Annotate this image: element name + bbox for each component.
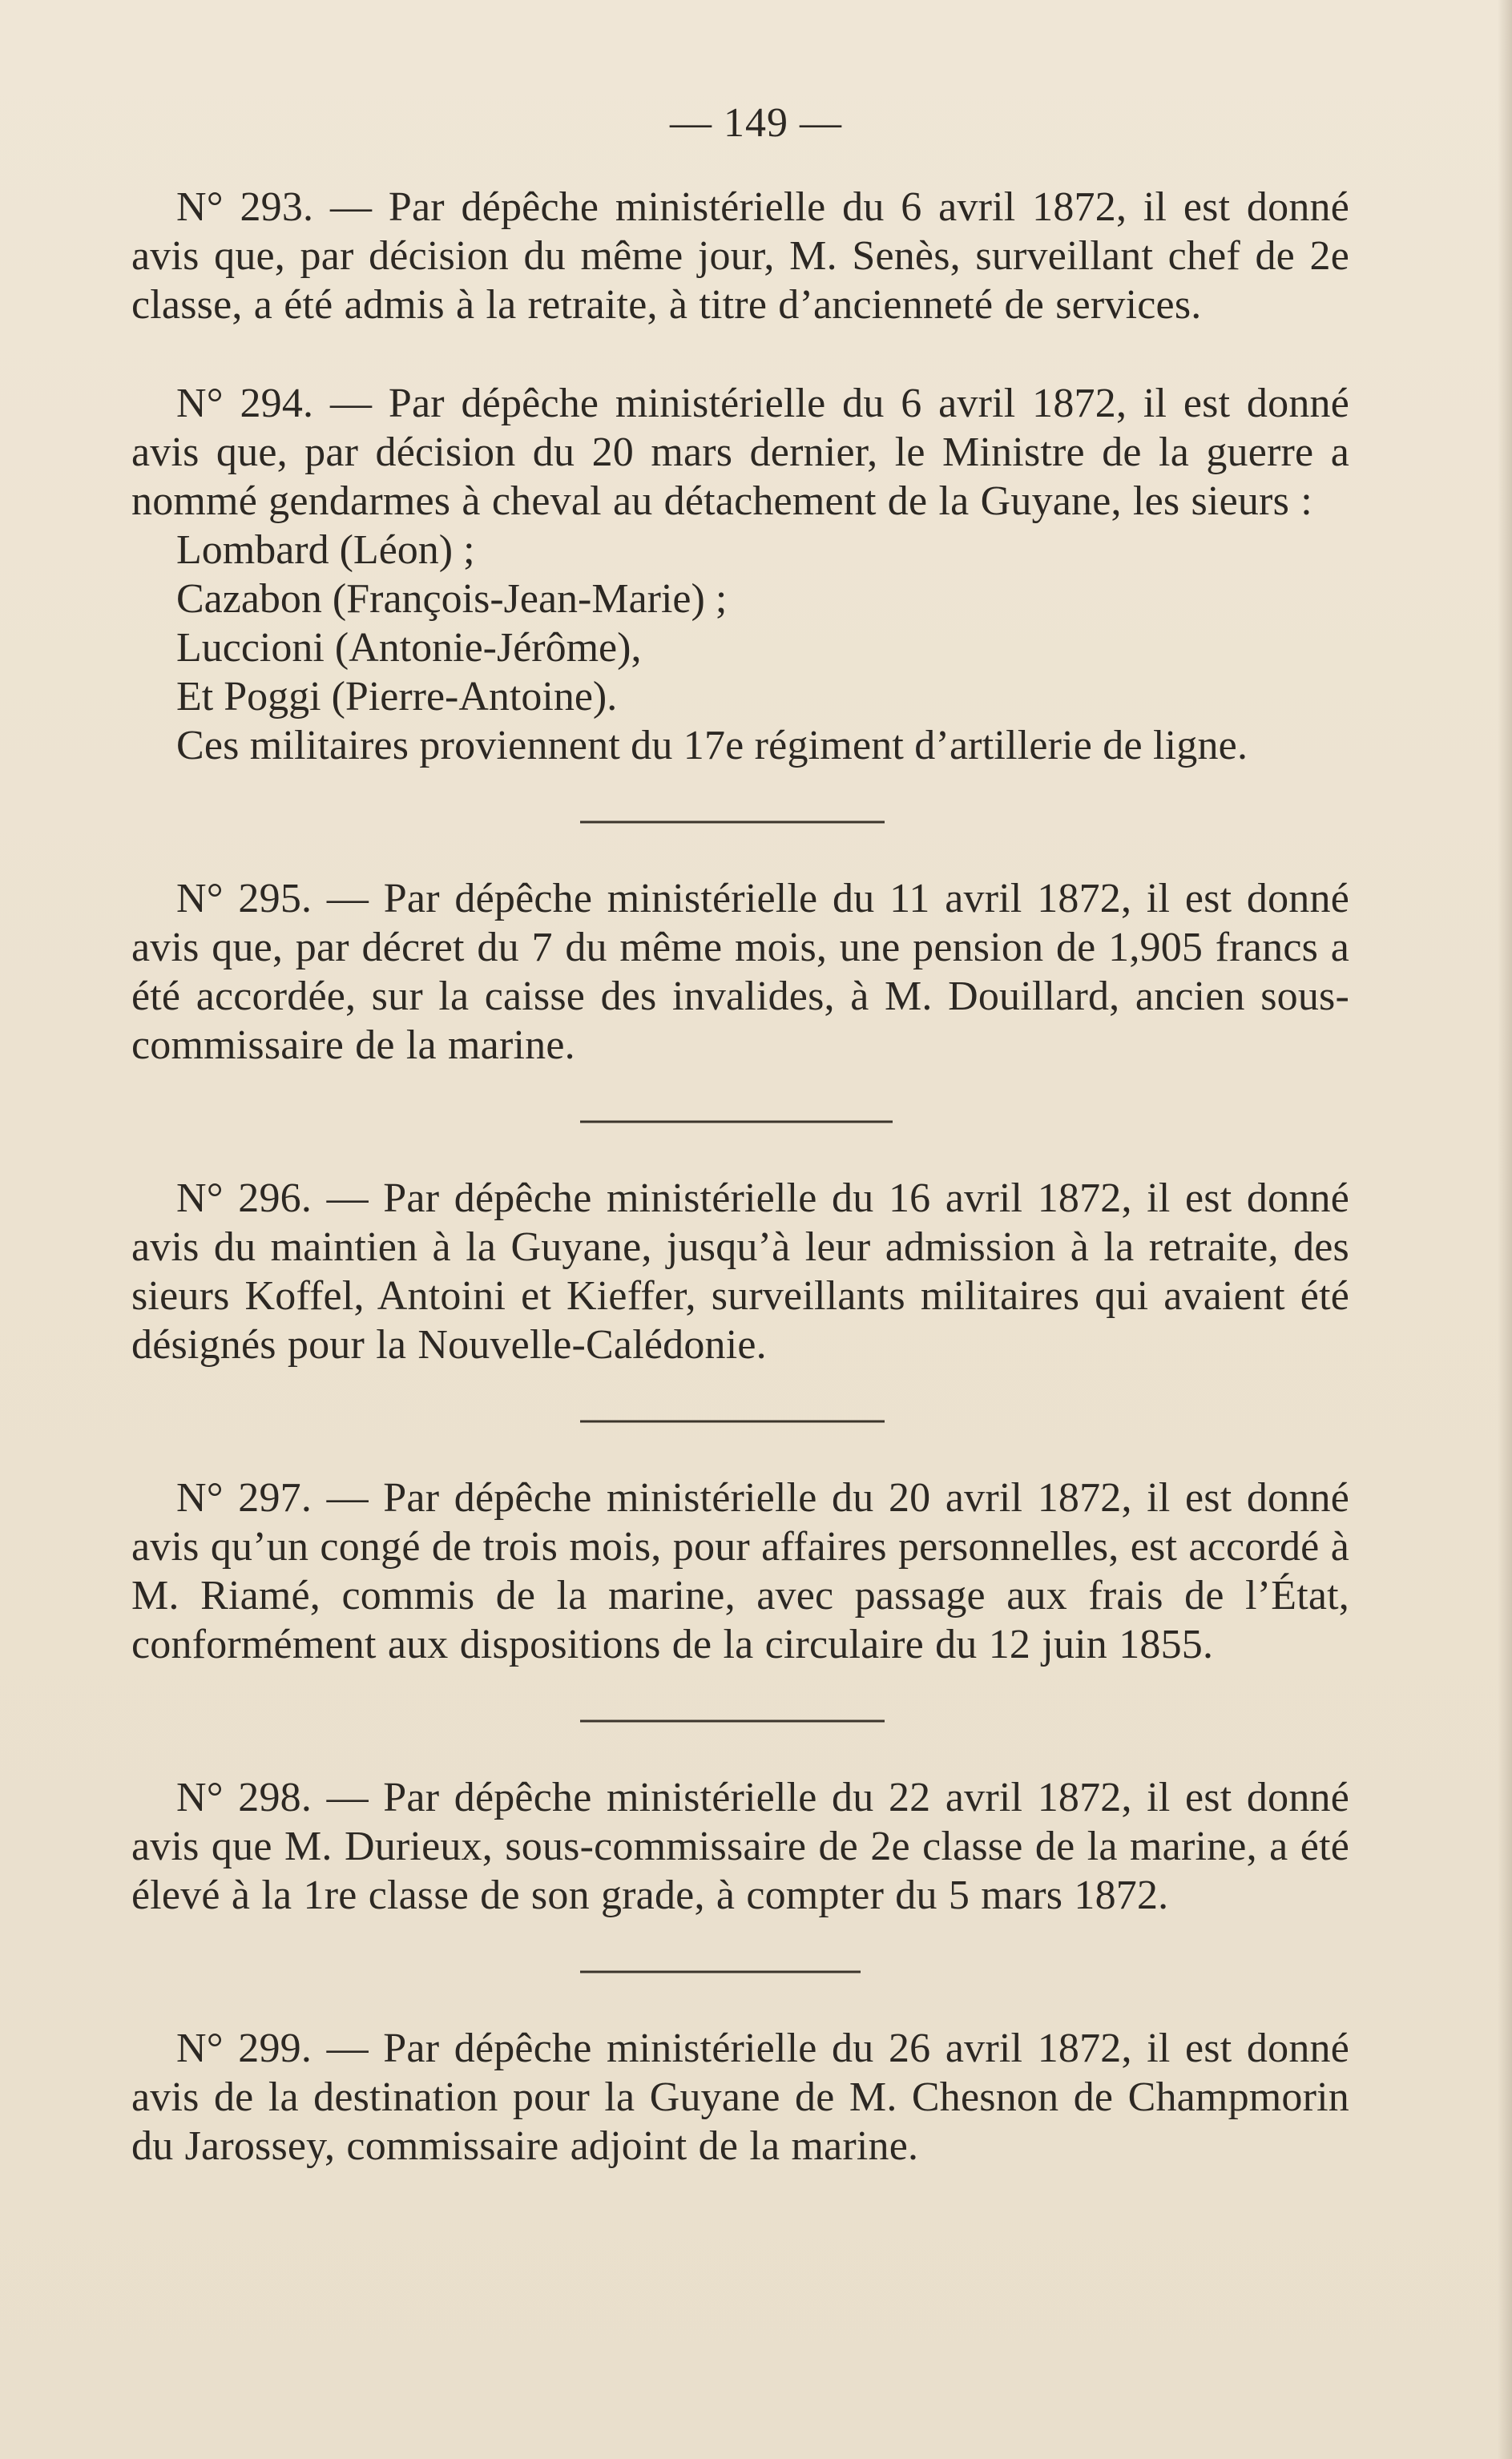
entry-299-paragraph: N° 299. — Par dépêche ministérielle du 26 avril 1872, il est donné avis de la destination pour la Guyane de M. Chesnon de Champmorin du Jarossey, commissaire adjoint de la marine. <box>131 2026 1349 2169</box>
section-divider <box>131 1070 1349 1174</box>
entry-298-paragraph: N° 298. — Par dépêche ministérielle du 22 avril 1872, il est donné avis que M. Durieux, sous-commissaire de 2e classe de la marine, a été élevé à la 1re classe de son grade, à compter du 5 mars 1872. <box>131 1775 1349 1918</box>
entry-296-paragraph: N° 296. — Par dépêche ministérielle du 16 avril 1872, il est donné avis du maintien à la Guyane, jusqu’à leur admission à la retraite, des sieurs Koffel, Antoini et Kieffer, surveillants militaires qui avaient été désignés pour la Nouvelle-Calédonie. <box>131 1175 1349 1368</box>
section-divider <box>131 1920 1349 2024</box>
entry-294 <box>131 379 1349 770</box>
section-divider <box>131 1669 1349 1773</box>
entry-294-name-1: Lombard (Léon) ; <box>176 527 475 573</box>
entry-297 <box>131 1473 1349 1669</box>
entry-293 <box>131 183 1349 329</box>
divider-rule <box>580 821 885 824</box>
entry-295 <box>131 874 1349 1070</box>
entry-294-paragraph: N° 294. — Par dépêche ministérielle du 6 avril 1872, il est donné avis que, par décision du 20 mars dernier, le Ministre de la guerre a nommé gendarmes à cheval au détachement de la Guyane, les sieurs : <box>131 381 1349 524</box>
divider-rule <box>580 1720 885 1723</box>
entry-298 <box>131 1773 1349 1920</box>
entry-299 <box>131 2024 1349 2171</box>
entry-294-note: Ces militaires proviennent du 17e régiment d’artillerie de ligne. <box>176 723 1248 768</box>
divider-rule <box>580 1971 861 1973</box>
section-divider <box>131 770 1349 874</box>
entry-294-name-3: Luccioni (Antonie-Jérôme), <box>176 625 642 671</box>
entry-294-name-4: Et Poggi (Pierre-Antoine). <box>176 674 618 720</box>
divider-rule <box>580 1121 893 1123</box>
entry-gap <box>131 329 1349 379</box>
entry-295-paragraph: N° 295. — Par dépêche ministérielle du 11 avril 1872, il est donné avis que, par décret du 7 du même mois, une pension de 1,905 francs a été accordée, sur la caisse des invalides, à M. Douillard, ancien sous-commissaire de la marine. <box>131 876 1349 1068</box>
entry-294-name-2: Cazabon (François-Jean-Marie) ; <box>176 576 728 622</box>
divider-rule <box>580 1421 885 1423</box>
entry-296 <box>131 1174 1349 1369</box>
page-number-line: — 149 — <box>670 100 842 146</box>
document-body <box>131 183 1349 2171</box>
entry-293-paragraph: N° 293. — Par dépêche ministérielle du 6 avril 1872, il est donné avis que, par décision du même jour, M. Senès, surveillant chef de 2e classe, a été admis à la retraite, à titre d’ancienneté de services. <box>131 184 1349 328</box>
section-divider <box>131 1369 1349 1473</box>
entry-294-names-list <box>131 526 1349 721</box>
entry-297-paragraph: N° 297. — Par dépêche ministérielle du 20 avril 1872, il est donné avis qu’un congé de trois mois, pour affaires personnelles, est accordé à M. Riamé, commis de la marine, avec passage aux frais de l’État, conformément aux dispositions de la circulaire du 12 juin 1855. <box>131 1475 1349 1667</box>
